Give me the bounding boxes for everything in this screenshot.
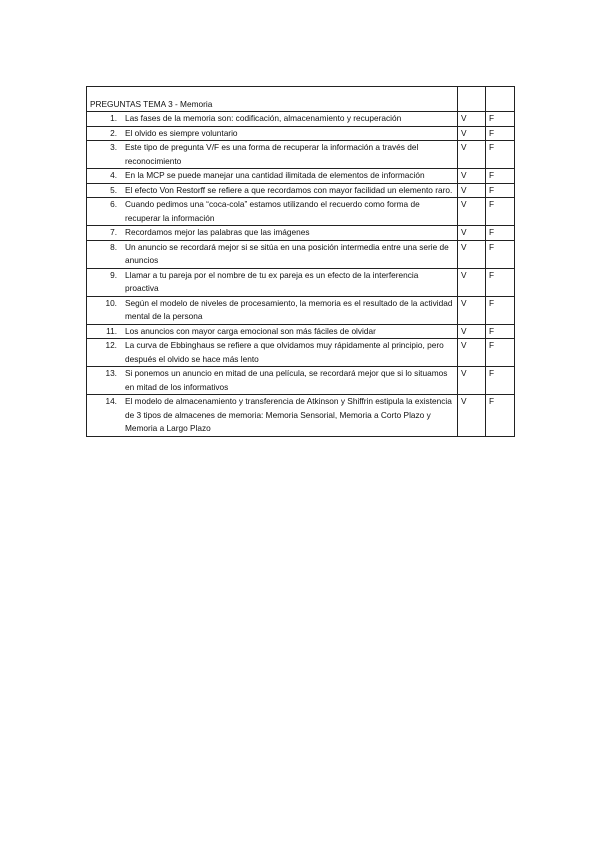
false-option[interactable]: F bbox=[486, 296, 515, 324]
question-text: El modelo de almacenamiento y transferencia de Atkinson y Shiffrin estipula la existencia de 3 tipos de almacenes de memoria: Memoria Sensorial, Memoria a Corto Plazo y Memoria a Largo Plazo bbox=[125, 396, 452, 433]
true-option[interactable]: V bbox=[458, 169, 486, 184]
table-row bbox=[87, 169, 515, 184]
question-cell bbox=[87, 126, 458, 141]
question-cell bbox=[87, 226, 458, 241]
question-cell bbox=[87, 296, 458, 324]
question-cell bbox=[87, 198, 458, 226]
false-option[interactable]: F bbox=[486, 240, 515, 268]
table-row bbox=[87, 296, 515, 324]
question-number: 7. bbox=[110, 227, 117, 237]
true-option[interactable]: V bbox=[458, 183, 486, 198]
question-number: 14. bbox=[105, 396, 117, 406]
question-number: 6. bbox=[110, 199, 117, 209]
question-text: Recordamos mejor las palabras que las imágenes bbox=[125, 227, 310, 237]
question-number: 2. bbox=[110, 127, 117, 138]
question-text: Un anuncio se recordará mejor si se sitúa en una posición intermedia entre una serie de anuncios bbox=[125, 241, 449, 265]
question-number: 8. bbox=[110, 241, 117, 252]
true-option[interactable]: V bbox=[458, 296, 486, 324]
table-title: PREGUNTAS TEMA 3 - Memoria bbox=[87, 87, 458, 112]
question-number: 9. bbox=[110, 269, 117, 280]
question-cell bbox=[87, 339, 458, 367]
table-row bbox=[87, 395, 515, 437]
false-option[interactable]: F bbox=[486, 112, 515, 127]
table-row bbox=[87, 240, 515, 268]
table-row bbox=[87, 183, 515, 198]
false-option[interactable]: F bbox=[486, 324, 515, 339]
table-header-row bbox=[87, 87, 515, 112]
false-option[interactable]: F bbox=[486, 268, 515, 296]
true-option[interactable]: V bbox=[458, 395, 486, 437]
table-row bbox=[87, 198, 515, 226]
table-row bbox=[87, 339, 515, 367]
question-number: 5. bbox=[110, 184, 117, 195]
false-option[interactable]: F bbox=[486, 395, 515, 437]
question-text: Los anuncios con mayor carga emocional son más fáciles de olvidar bbox=[125, 325, 376, 336]
false-option[interactable]: F bbox=[486, 169, 515, 184]
question-text: Si ponemos un anuncio en mitad de una película, se recordará mejor que si lo situamos en mitad de los informativos bbox=[125, 368, 448, 392]
question-cell bbox=[87, 268, 458, 296]
question-text: El efecto Von Restorff se refiere a que recordamos con mayor facilidad un elemento raro. bbox=[125, 184, 453, 195]
false-option[interactable]: F bbox=[486, 141, 515, 169]
false-option[interactable]: F bbox=[486, 198, 515, 226]
question-text: Según el modelo de niveles de procesamiento, la memoria es el resultado de la actividad mental de la persona bbox=[125, 297, 453, 321]
true-option[interactable]: V bbox=[458, 126, 486, 141]
false-option[interactable]: F bbox=[486, 183, 515, 198]
questions-table bbox=[86, 86, 515, 437]
question-number: 3. bbox=[110, 142, 117, 152]
false-option[interactable]: F bbox=[486, 126, 515, 141]
question-text: Llamar a tu pareja por el nombre de tu ex pareja es un efecto de la interferencia proactiva bbox=[125, 269, 419, 293]
question-text: La curva de Ebbinghaus se refiere a que olvidamos muy rápidamente al principio, pero después el olvido se hace más lento bbox=[125, 340, 444, 364]
question-number: 4. bbox=[110, 170, 117, 180]
table-row bbox=[87, 226, 515, 241]
question-cell bbox=[87, 367, 458, 395]
question-number: 10. bbox=[105, 297, 117, 308]
table-row bbox=[87, 112, 515, 127]
question-cell bbox=[87, 324, 458, 339]
true-option[interactable]: V bbox=[458, 268, 486, 296]
question-text: Este tipo de pregunta V/F es una forma de recuperar la información a través del reconocimiento bbox=[125, 142, 419, 166]
question-cell bbox=[87, 183, 458, 198]
false-option[interactable]: F bbox=[486, 339, 515, 367]
table-row bbox=[87, 141, 515, 169]
question-text: El olvido es siempre voluntario bbox=[125, 127, 238, 138]
question-text: En la MCP se puede manejar una cantidad ilimitada de elementos de información bbox=[125, 170, 425, 180]
question-cell bbox=[87, 395, 458, 437]
true-option[interactable]: V bbox=[458, 141, 486, 169]
question-cell bbox=[87, 141, 458, 169]
header-empty-cell-f bbox=[486, 87, 515, 112]
table-row bbox=[87, 367, 515, 395]
true-option[interactable]: V bbox=[458, 240, 486, 268]
false-option[interactable]: F bbox=[486, 367, 515, 395]
true-option[interactable]: V bbox=[458, 112, 486, 127]
true-option[interactable]: V bbox=[458, 367, 486, 395]
question-text: Cuando pedimos una “coca-cola” estamos utilizando el recuerdo como forma de recuperar la información bbox=[125, 199, 420, 223]
header-empty-cell-v bbox=[458, 87, 486, 112]
question-cell bbox=[87, 240, 458, 268]
question-cell bbox=[87, 169, 458, 184]
true-option[interactable]: V bbox=[458, 198, 486, 226]
true-option[interactable]: V bbox=[458, 339, 486, 367]
question-number: 13. bbox=[105, 368, 117, 378]
true-option[interactable]: V bbox=[458, 226, 486, 241]
question-cell bbox=[87, 112, 458, 127]
question-number: 11. bbox=[106, 325, 117, 336]
table-row bbox=[87, 268, 515, 296]
table-row bbox=[87, 324, 515, 339]
true-option[interactable]: V bbox=[458, 324, 486, 339]
table-row bbox=[87, 126, 515, 141]
false-option[interactable]: F bbox=[486, 226, 515, 241]
question-text: Las fases de la memoria son: codificación, almacenamiento y recuperación bbox=[125, 113, 402, 123]
question-number: 12. bbox=[105, 340, 117, 350]
question-number: 1. bbox=[110, 113, 117, 123]
